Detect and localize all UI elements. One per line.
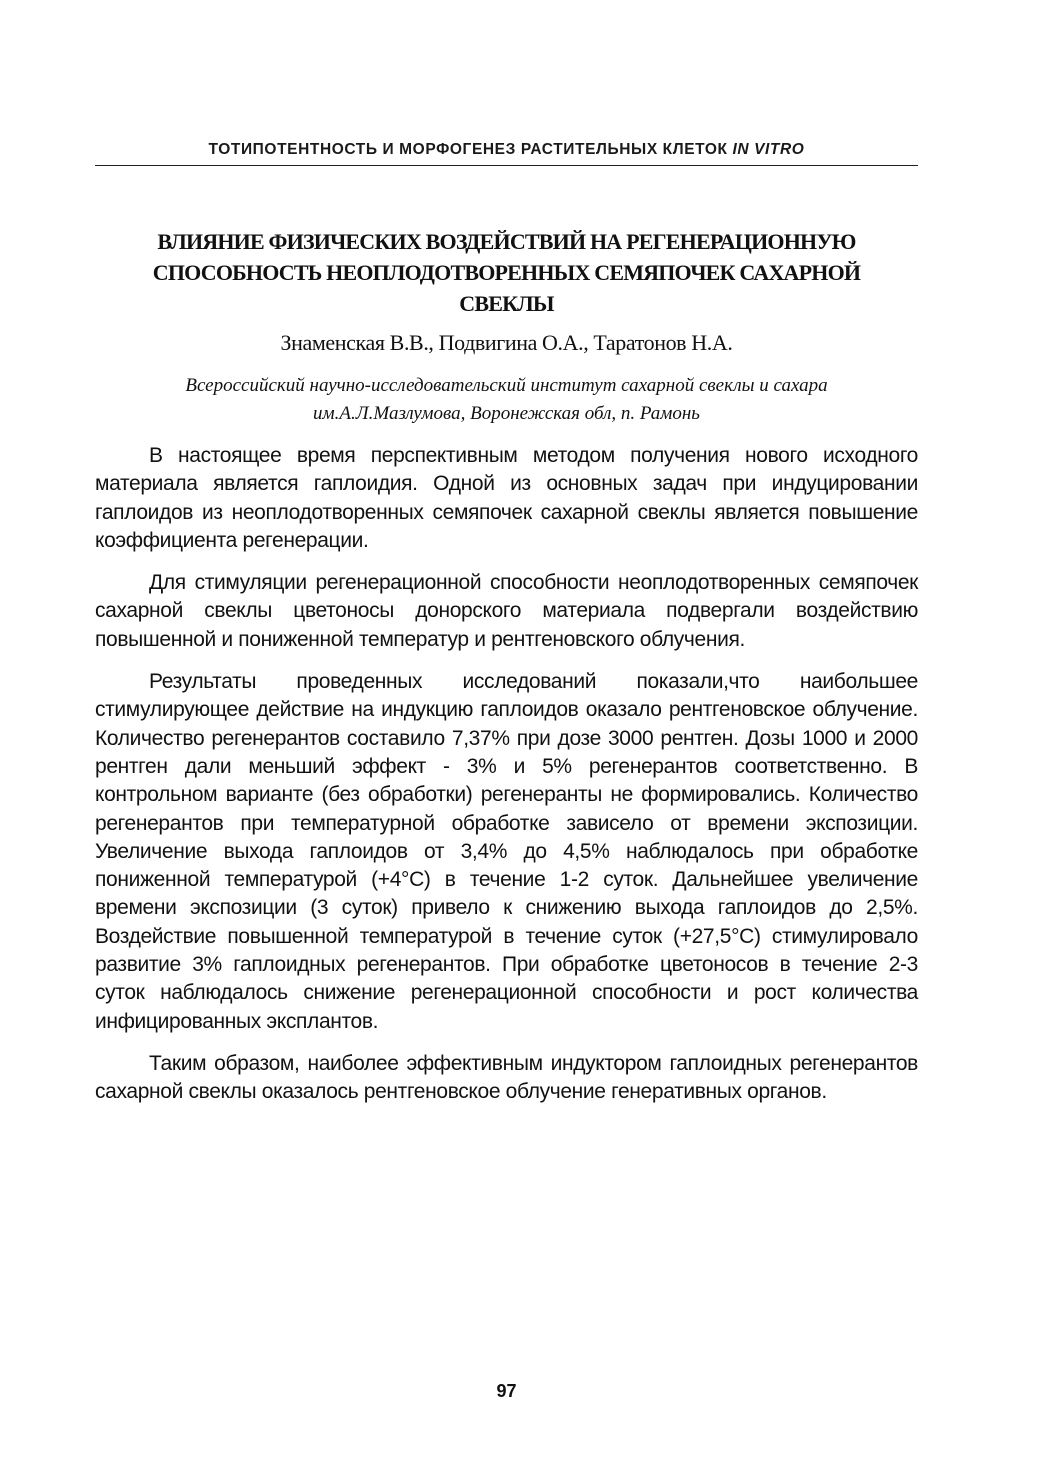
running-header-italic: IN VITRO [732,141,805,158]
running-header [95,141,918,159]
title-line: СВЕКЛЫ [459,291,554,316]
paragraph: Для стимуляции регенерационной способности неоплодотворенных семяпочек сахарной свеклы цветоносы донорского материала подвергали воздействию повышенной и пониженной температур и рентгеновского облучения. [95,571,918,651]
paragraph: Таким образом, наиболее эффективным индуктором гаплоидных регенерантов сахарной свеклы оказалось рентгеновское облучение генеративных органов. [95,1051,918,1104]
title-line: СПОСОБНОСТЬ НЕОПЛОДОТВОРЕННЫХ СЕМЯПОЧЕК САХАРНОЙ [152,260,861,285]
affiliation [95,372,918,428]
paragraph: Результаты проведенных исследований показали,что наибольшее стимулирующее действие на индукцию гаплоидов оказало рентгеновское облучение. Количество регенерантов составило 7,37% при дозе 3000 рентген. Дозы 1000 и 2000 рентген дали меньший эффект - 3% и 5% регенерантов соответственно. В контрольном варианте (без обработки) регенеранты не формировались. Количество регенерантов при температурной обработке зависело от времени экспозиции. Увеличение выхода гаплоидов от 3,4% до 4,5% наблюдалось при обработке пониженной температурой (+4°С) в течение 1-2 суток. Дальнейшее увеличение времени экспозиции (3 суток) привело к снижению выхода гаплоидов до 2,5%. Воздействие повышенной температурой в течение суток (+27,5°С) стимулировало развитие 3% гаплоидных регенерантов. При обработке цветоносов в течение 2-3 суток наблюдалось снижение регенерационной способности и рост количества инфицированных эксплантов. [95,670,918,1033]
running-header-text: ТОТИПОТЕНТНОСТЬ И МОРФОГЕНЕЗ РАСТИТЕЛЬНЫХ КЛЕТОК [208,141,728,158]
article-title [95,226,918,319]
article-body [95,442,918,1121]
page-number: 97 [496,1381,517,1401]
paragraph: В настоящее время перспективным методом получения нового исходного материала является гаплоидия. Одной из основных задач при индуцировании гаплоидов из неоплодотворенных семяпочек сахарной свеклы является повышение коэффициента регенерации. [95,444,918,552]
header-rule [95,165,918,166]
title-line: ВЛИЯНИЕ ФИЗИЧЕСКИХ ВОЗДЕЙСТВИЙ НА РЕГЕНЕРАЦИОННУЮ [157,229,856,254]
affiliation-line: Всероссийский научно-исследовательский институт сахарной свеклы и сахара [185,375,828,396]
authors: Знаменская В.В., Подвигина О.А., Таратонов Н.А. [280,330,733,355]
affiliation-line: им.А.Л.Мазлумова, Воронежская обл, п. Рамонь [313,403,700,424]
